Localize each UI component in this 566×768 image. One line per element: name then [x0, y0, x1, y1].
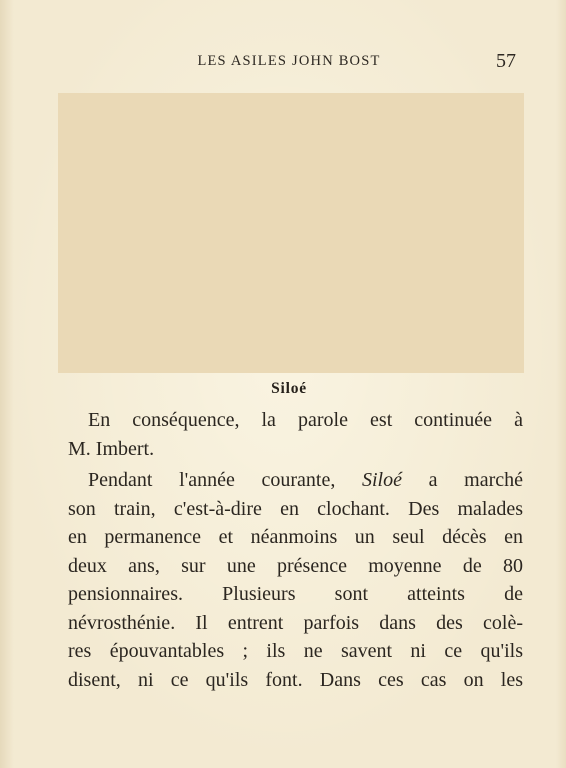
text-line: son train, c'est-à-dire en clochant. Des malades	[68, 497, 523, 520]
page-number: 57	[496, 50, 516, 72]
text-line: deux ans, sur une présence moyenne de 80	[68, 554, 523, 577]
text-line: En conséquence, la parole est continuée à	[88, 409, 523, 431]
text-line: névrosthénie. Il entrent parfois dans des colè-	[68, 611, 523, 634]
text-line: res épouvantables ; ils ne savent ni ce qu'ils	[68, 640, 523, 662]
text-line: M. Imbert.	[68, 437, 155, 460]
text-line: pensionnaires. Plusieurs sont atteints de	[68, 583, 523, 605]
text-run: a marché	[402, 469, 523, 491]
running-head	[58, 50, 520, 74]
running-title: LES ASILES JOHN BOST	[197, 53, 381, 69]
italic-place-name: Siloé	[362, 469, 402, 491]
body-text	[68, 406, 523, 694]
text-line: en permanence et néanmoins un seul décès en	[68, 526, 523, 548]
figure-caption: Siloé	[271, 380, 307, 397]
text-line: disent, ni ce qu'ils font. Dans ces cas on les	[68, 668, 523, 691]
text-run: Pendant l'année courante,	[88, 469, 362, 491]
photograph-placeholder	[58, 93, 524, 373]
text-line	[68, 466, 523, 495]
